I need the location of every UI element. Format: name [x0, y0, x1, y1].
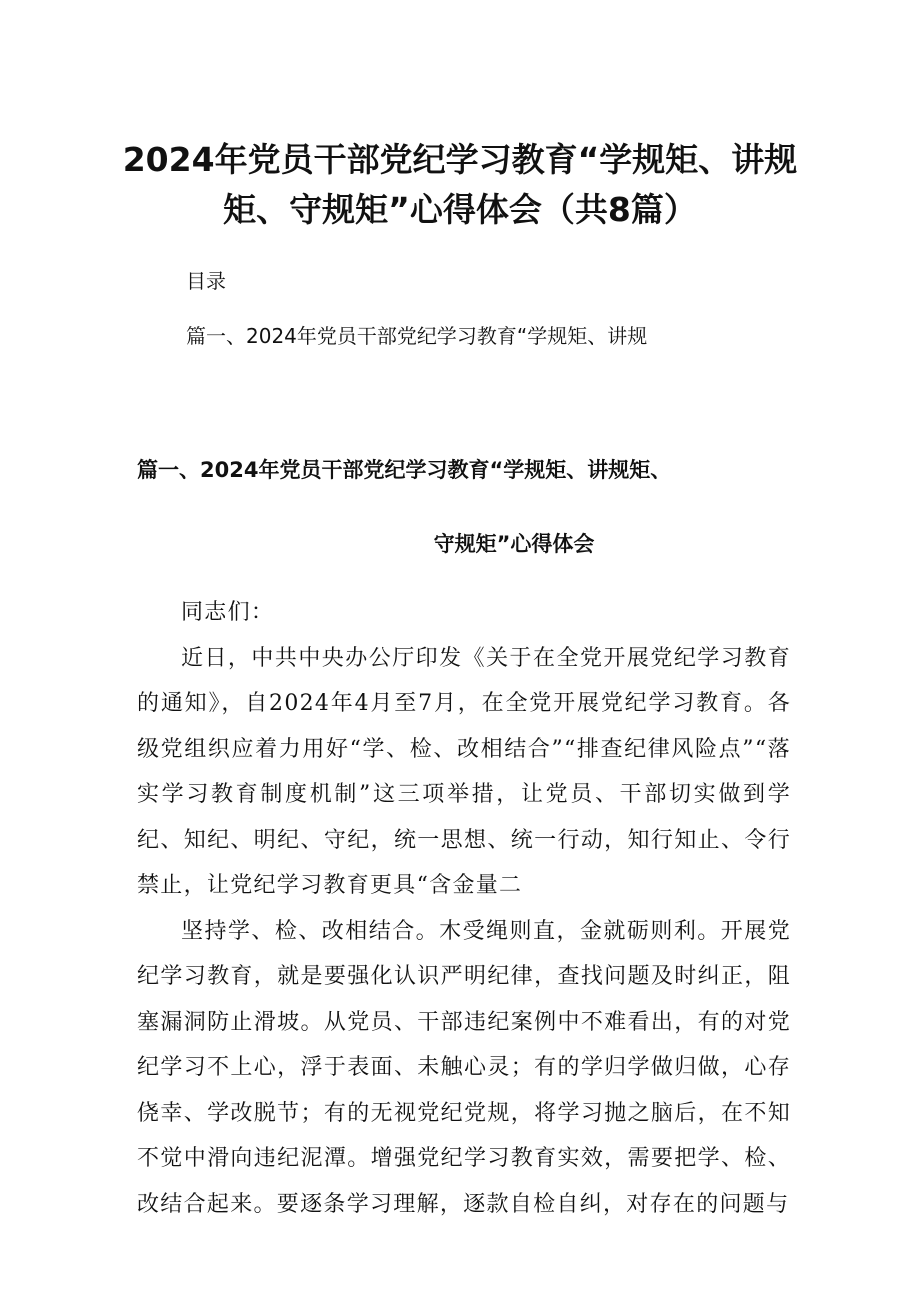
section-heading: [137, 433, 837, 581]
toc-heading: 目录: [186, 269, 226, 293]
section-heading-line-1: 篇一、2024年党员干部党纪学习教育“学规矩、讲规矩、: [137, 458, 672, 482]
body-paragraph-2: 坚持学、检、改相结合。木受绳则直，金就砺则利。开展党纪学习教育，就是要强化认识严明纪律，查找问题及时纠正，阻塞漏洞防止滑坡。从党员、干部违纪案例中不难看出，有的对党纪学习不上心，浮于表面、未触心灵；有的学归学做归做，心存侥幸、学改脱节；有的无视党纪党规，将学习抛之脑后，在不知不觉中滑向违纪泥潭。增强党纪学习教育实效，需要把学、检、改结合起来。要逐条学习理解，逐款自检自纠，对存在的问题与: [137, 918, 791, 1217]
section-heading-line-2: 守规矩”心得体会: [433, 532, 595, 556]
body-text: [137, 590, 791, 1227]
document-title-line-2: 矩、守规矩”心得体会（共8篇）: [223, 190, 697, 229]
document-title-line-1: 2024年党员干部党纪学习教育“学规矩、讲规: [122, 140, 798, 179]
body-paragraph-1: 近日，中共中央办公厅印发《关于在全党开展党纪学习教育的通知》，自2024年4月至7月，在全党开展党纪学习教育。各级党组织应着力用好“学、检、改相结合”“排查纪律风险点”“落实学习教育制度机制”这三项举措，让党员、干部切实做到学纪、知纪、明纪、守纪，统一思想、统一行动，知行知止、令行禁止，让党纪学习教育更具“含金量二: [137, 645, 791, 898]
salutation: 同志们：: [181, 600, 275, 625]
toc-entry-1[interactable]: 篇一、2024年党员干部党纪学习教育“学规矩、讲规: [186, 324, 648, 348]
document-title: [110, 135, 810, 235]
